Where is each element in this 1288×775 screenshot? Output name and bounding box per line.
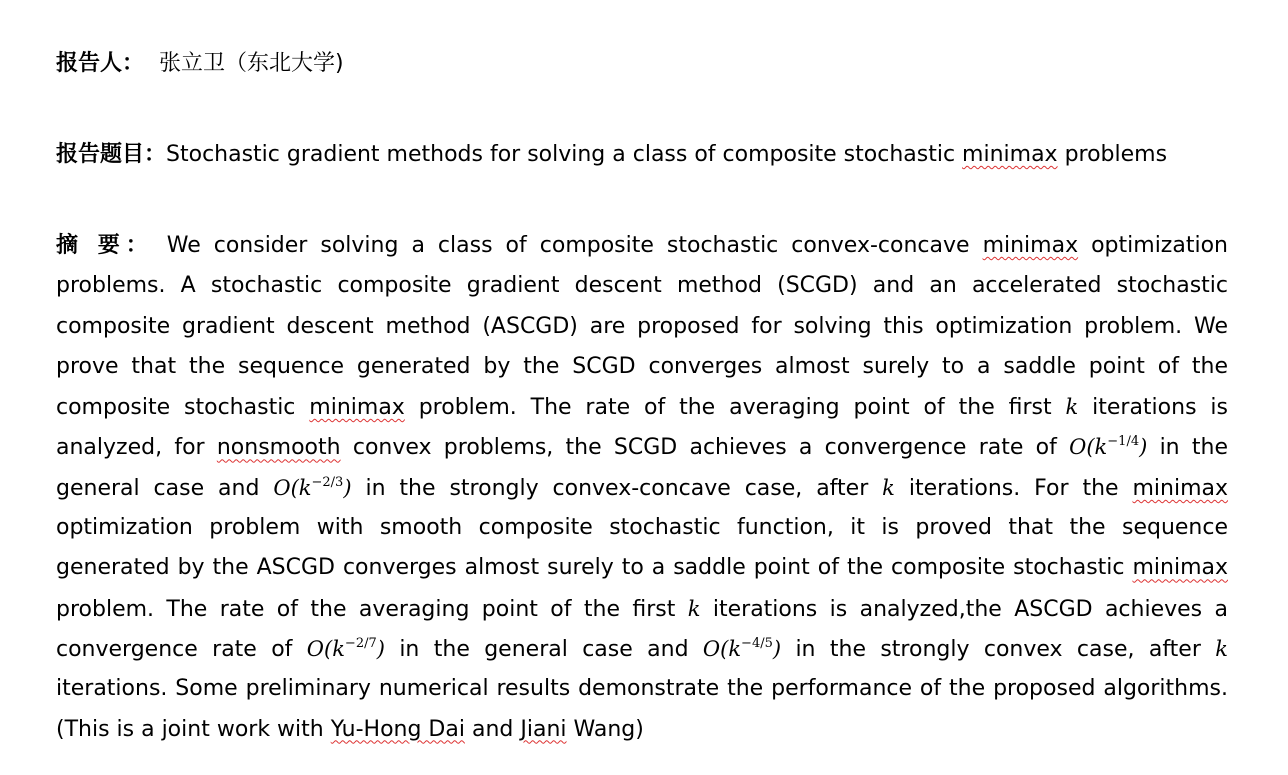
math-close: )	[343, 475, 352, 500]
math-base: O(k	[1069, 435, 1108, 460]
abstract-text: iterations is analyzed,the ASCGD achieves a	[700, 596, 1228, 622]
title-text-after: problems	[1057, 142, 1168, 167]
abstract-line	[56, 629, 1228, 669]
abstract-text: problem. The rate of the averaging point of the first	[56, 596, 688, 622]
abstract-text: in the strongly convex-concave case, after	[351, 475, 883, 501]
abstract-line	[56, 508, 1228, 548]
abstract-line	[56, 387, 1228, 427]
math-expression	[703, 637, 781, 661]
title-text-before: Stochastic gradient methods for solving a class of composite stochastic	[166, 142, 963, 167]
math-exponent: −2/7	[344, 635, 377, 651]
abstract-text: in the strongly convex case, after	[781, 636, 1216, 662]
abstract-text: composite stochastic	[56, 395, 310, 421]
abstract-text: optimization problem with smooth composite stochastic function, it is proved that the sequence	[56, 515, 1228, 541]
abstract-line	[56, 589, 1228, 629]
abstract-line	[56, 468, 1228, 508]
math-base: O(k	[306, 636, 345, 661]
abstract-text: We consider solving a class of composite stochastic convex-concave	[153, 233, 983, 258]
title-spell-word: minimax	[962, 142, 1058, 167]
math-base: k	[1215, 636, 1228, 661]
report-title-line	[56, 140, 1167, 170]
abstract-text: iterations is	[1078, 395, 1228, 421]
spellcheck-word: minimax	[309, 395, 405, 421]
spellcheck-word: minimax	[1132, 555, 1228, 581]
math-expression	[1215, 637, 1228, 661]
abstract-text: (This is a joint work with	[56, 716, 331, 742]
math-expression	[1069, 435, 1147, 459]
math-expression	[1066, 395, 1079, 419]
abstract-text: general case and	[56, 475, 274, 501]
abstract-label: 摘 要：	[56, 233, 154, 258]
abstract-text: optimization	[1078, 233, 1228, 258]
abstract-text: convex problems, the SCGD achieves a convergence rate of	[340, 435, 1070, 461]
abstract-line	[56, 710, 1228, 750]
abstract-text: in the general case and	[384, 636, 703, 662]
abstract-text: Wang)	[566, 716, 644, 742]
abstract-text: convergence rate of	[56, 636, 307, 662]
abstract-text: composite gradient descent method (ASCGD) are proposed for solving this optimization problem. We	[56, 313, 1228, 339]
abstract-line	[56, 307, 1228, 347]
math-expression	[882, 476, 895, 500]
math-base: O(k	[273, 475, 312, 500]
abstract-text: analyzed, for	[56, 435, 217, 461]
spellcheck-word: Yu-Hong Dai	[330, 716, 465, 742]
abstract-text: problem. The rate of the averaging point of the first	[404, 395, 1066, 421]
math-close: )	[1139, 435, 1148, 460]
math-close: )	[772, 636, 782, 661]
spellcheck-word: minimax	[982, 233, 1079, 258]
abstract-text: prove that the sequence generated by the SCGD converges almost surely to a saddle point of the	[56, 353, 1228, 379]
abstract-line	[56, 427, 1228, 467]
abstract-line	[56, 347, 1228, 387]
spellcheck-word: nonsmooth	[216, 435, 341, 461]
math-expression	[307, 637, 385, 661]
math-expression	[688, 597, 701, 621]
math-base: k	[1065, 395, 1079, 420]
speaker-line	[56, 49, 344, 79]
abstract-text: iterations. Some preliminary numerical results demonstrate the performance of the proposed algorithms.	[56, 676, 1228, 702]
abstract-line	[56, 226, 1228, 266]
abstract-line	[56, 266, 1228, 306]
math-exponent: −2/3	[311, 474, 344, 490]
speaker-name: 张立卫（东北大学)	[159, 51, 344, 76]
spellcheck-word: minimax	[1132, 475, 1229, 501]
abstract-text: problems. A stochastic composite gradient descent method (SCGD) and an accelerated stochastic	[56, 273, 1228, 299]
abstract-line	[56, 548, 1228, 588]
math-base: k	[687, 596, 701, 621]
math-exponent: −1/4	[1107, 434, 1140, 450]
math-base: O(k	[702, 636, 742, 661]
math-exponent: −4/5	[741, 635, 773, 651]
math-expression	[273, 476, 351, 500]
spellcheck-word: Jiani	[520, 716, 567, 742]
abstract-text: iterations. For the	[894, 475, 1133, 501]
abstract-text: and	[464, 716, 521, 742]
abstract-paragraph	[56, 226, 1228, 750]
abstract-text: generated by the ASCGD converges almost surely to a saddle point of the composite stochastic	[56, 555, 1133, 581]
title-label: 报告题目：	[56, 142, 167, 167]
abstract-line	[56, 669, 1228, 709]
abstract-text: in the	[1147, 435, 1228, 461]
math-base: k	[882, 475, 895, 500]
speaker-label: 报告人：	[56, 51, 145, 76]
math-close: )	[376, 636, 385, 661]
